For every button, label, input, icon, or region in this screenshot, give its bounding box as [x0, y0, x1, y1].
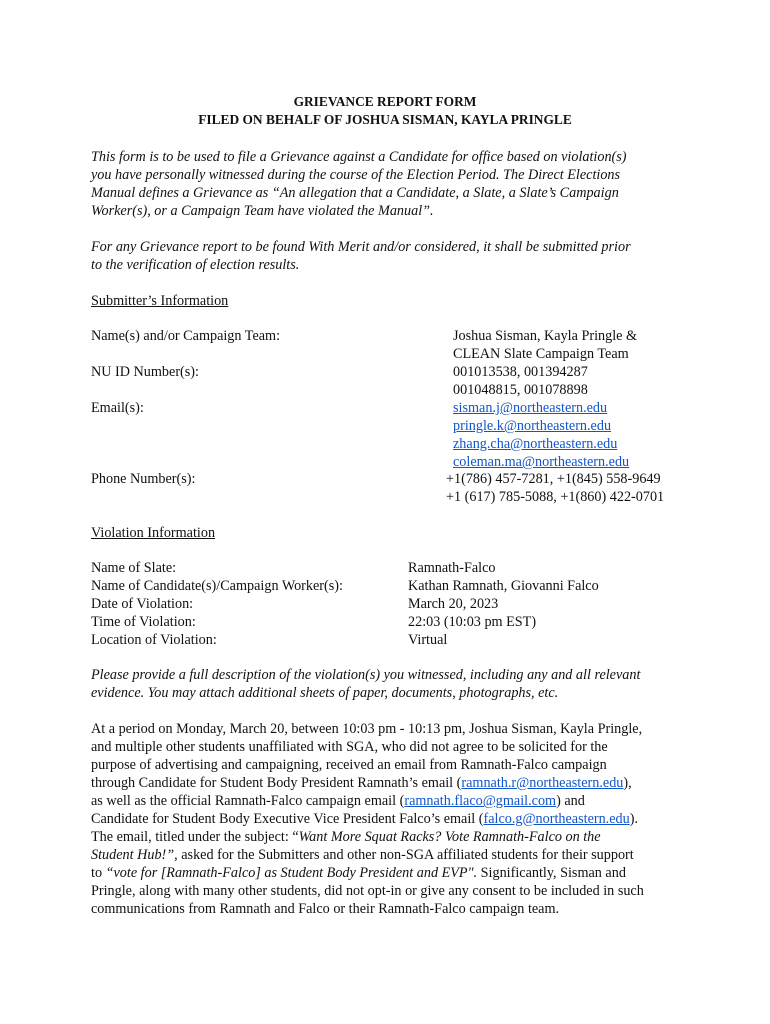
violation-heading: Violation Information	[91, 525, 216, 541]
campaign-email-link[interactable]: ramnath.flaco@gmail.com	[404, 793, 557, 809]
nuid-value: 001013538, 001394287	[453, 364, 588, 380]
description-text: to	[91, 865, 106, 881]
phone-value: +1(786) 457-7281, +1(845) 558-9649	[446, 471, 661, 487]
description-line: communications from Ramnath and Falco or their Ramnath-Falco campaign team.	[91, 901, 560, 917]
ramnath-email-link[interactable]: ramnath.r@northeastern.edu	[461, 775, 624, 791]
description-text: through Candidate for Student Body President Ramnath’s email (	[91, 775, 462, 791]
intro-line: you have personally witnessed during the course of the Election Period. The Direct Elections	[91, 167, 621, 183]
candidates-value: Kathan Ramnath, Giovanni Falco	[408, 578, 599, 594]
email-link[interactable]: coleman.ma@northeastern.edu	[453, 454, 630, 470]
email-link[interactable]: sisman.j@northeastern.edu	[453, 400, 608, 416]
description-line: At a period on Monday, March 20, between 10:03 pm - 10:13 pm, Joshua Sisman, Kayla Pringle,	[91, 721, 643, 737]
description-line	[91, 846, 691, 864]
email-subject-text: Want More Squat Racks? Vote Ramnath-Falco on the	[298, 829, 601, 845]
phone-value: +1 (617) 785-5088, +1(860) 422-0701	[446, 489, 665, 505]
description-line: Pringle, along with many other students, did not opt-in or give any consent to be included in such	[91, 883, 644, 899]
merit-line: For any Grievance report to be found With Merit and/or considered, it shall be submitted prior	[91, 239, 631, 255]
date-value: March 20, 2023	[408, 596, 499, 612]
intro-line: This form is to be used to file a Grievance against a Candidate for office based on violation(s)	[91, 149, 627, 165]
names-value: CLEAN Slate Campaign Team	[453, 346, 629, 362]
description-text: , asked for the Submitters and other non-SGA affiliated students for their support	[174, 847, 634, 863]
description-text: ),	[623, 775, 632, 791]
time-value: 22:03 (10:03 pm EST)	[408, 614, 537, 630]
description-text: as well as the official Ramnath-Falco campaign email (	[91, 793, 405, 809]
description-line	[91, 792, 691, 810]
email-subject-text: Student Hub!”	[91, 847, 175, 863]
submitter-heading: Submitter’s Information	[91, 293, 229, 309]
time-label: Time of Violation:	[91, 614, 196, 630]
description-text: ) and	[556, 793, 585, 809]
email-link[interactable]: pringle.k@northeastern.edu	[453, 418, 612, 434]
description-text: Significantly, Sisman and	[477, 865, 626, 881]
instructions-line: evidence. You may attach additional sheets of paper, documents, photographs, etc.	[91, 685, 559, 701]
description-line	[91, 810, 691, 828]
email-link[interactable]: zhang.cha@northeastern.edu	[453, 436, 618, 452]
intro-line: Manual defines a Grievance as “An allegation that a Candidate, a Slate, a Slate’s Campaign	[91, 185, 619, 201]
merit-line: to the verification of election results.	[91, 257, 300, 273]
description-text: The email, titled under the subject: “	[91, 829, 299, 845]
description-text: ).	[629, 811, 638, 827]
slate-label: Name of Slate:	[91, 560, 177, 576]
falco-email-link[interactable]: falco.g@northeastern.edu	[483, 811, 630, 827]
nuid-value: 001048815, 001078898	[453, 382, 588, 398]
description-line	[91, 774, 691, 792]
description-line	[91, 828, 691, 846]
instructions-line: Please provide a full description of the violation(s) you witnessed, including any and all relevant	[91, 667, 641, 683]
names-label: Name(s) and/or Campaign Team:	[91, 328, 281, 344]
intro-line: Worker(s), or a Campaign Team have violated the Manual”.	[91, 203, 434, 219]
candidates-label: Name of Candidate(s)/Campaign Worker(s):	[91, 578, 343, 594]
email-label: Email(s):	[91, 400, 144, 416]
form-title: GRIEVANCE REPORT FORM	[293, 94, 477, 109]
description-line	[91, 864, 691, 882]
description-line: and multiple other students unaffiliated with SGA, who did not agree to be solicited for the	[91, 739, 608, 755]
phone-label: Phone Number(s):	[91, 471, 196, 487]
location-label: Location of Violation:	[91, 632, 217, 648]
location-value: Virtual	[408, 632, 448, 648]
date-label: Date of Violation:	[91, 596, 194, 612]
names-value: Joshua Sisman, Kayla Pringle &	[453, 328, 638, 344]
slate-value: Ramnath-Falco	[408, 560, 496, 576]
quoted-ask-text: “vote for [Ramnath-Falco] as Student Body President and EVP".	[105, 865, 478, 881]
description-text: Candidate for Student Body Executive Vice President Falco’s email (	[91, 811, 484, 827]
description-line: purpose of advertising and campaigning, received an email from Ramnath-Falco campaign	[91, 757, 607, 773]
form-subtitle: FILED ON BEHALF OF JOSHUA SISMAN, KAYLA PRINGLE	[198, 112, 572, 127]
nuid-label: NU ID Number(s):	[91, 364, 199, 380]
